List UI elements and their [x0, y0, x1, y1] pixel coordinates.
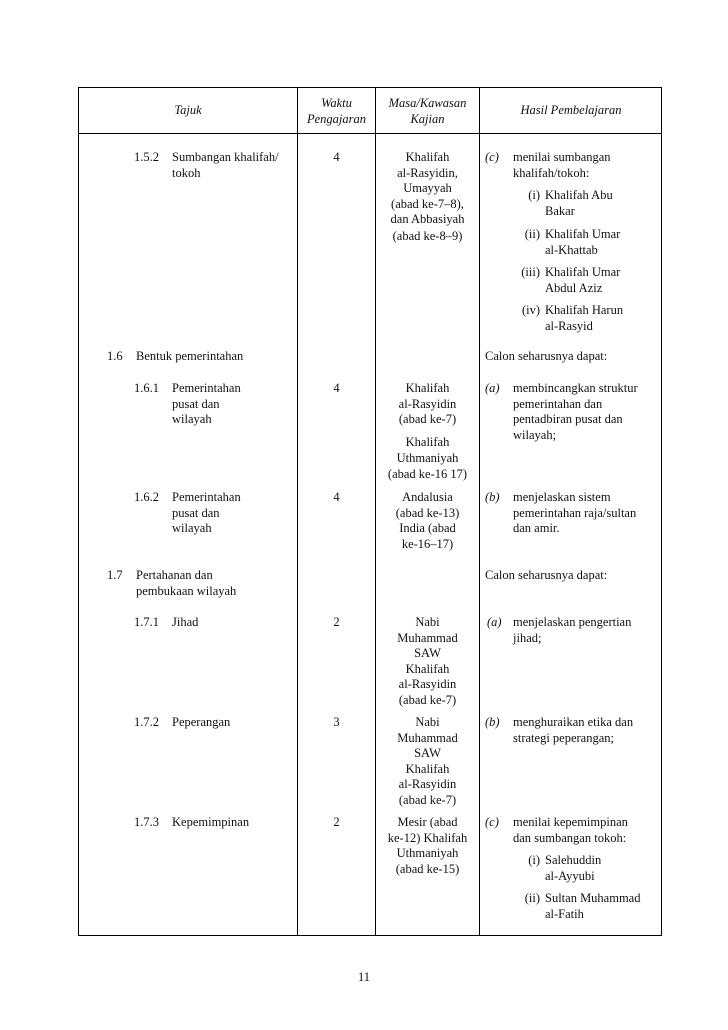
- row-1-6-2-title: Pemerintahan: [172, 490, 241, 504]
- header-divider: [78, 133, 662, 134]
- sub-item-marker: (ii): [524, 891, 540, 905]
- row-1-7-1-title: Jihad: [172, 615, 199, 629]
- row-1-6-1-hasil: pentadbiran pusat dan: [513, 412, 623, 426]
- row-1-7-1-hasil: menjelaskan pengertian: [513, 615, 632, 629]
- row-1-6-2-hasil: dan amir.: [513, 521, 560, 535]
- sub-item-marker: (iv): [521, 303, 540, 317]
- sub-item-marker: (i): [528, 853, 540, 867]
- sub-item-marker: (ii): [524, 227, 540, 241]
- row-1-7-2-masa: al-Rasyidin: [398, 777, 457, 791]
- column-divider-1: [297, 87, 298, 936]
- row-1-5-2-hasil-line1: menilai sumbangan: [513, 150, 611, 164]
- sub-item-line2: Abdul Aziz: [545, 281, 603, 295]
- row-1-7-2-hasil: strategi peperangan;: [513, 731, 614, 745]
- row-1-6-1-hasil: pemerintahan dan: [513, 397, 603, 411]
- row-1-6-1-masa: Uthmaniyah: [396, 451, 459, 465]
- row-1-6-1-title: wilayah: [172, 412, 212, 426]
- row-1-6-2-number: 1.6.2: [134, 490, 159, 504]
- row-1-6-2-hasil: menjelaskan sistem: [513, 490, 611, 504]
- row-1-5-2-mark: (c): [485, 150, 499, 164]
- row-1-5-2-number: 1.5.2: [134, 150, 159, 164]
- row-1-7-1-waktu: 2: [333, 615, 340, 629]
- row-1-6-1-masa: Khalifah: [405, 435, 450, 449]
- row-1-6-1-title: Pemerintahan: [172, 381, 241, 395]
- row-1-7-2-masa: (abad ke-7): [398, 793, 457, 807]
- section-1-7-title-line1: Pertahanan dan: [136, 568, 213, 582]
- row-1-7-3-title: Kepemimpinan: [172, 815, 250, 829]
- section-1-7-calon: Calon seharusnya dapat:: [485, 568, 608, 582]
- sub-item-line2: Bakar: [545, 204, 575, 218]
- row-1-7-2-title: Peperangan: [172, 715, 231, 729]
- sub-item-marker: (i): [528, 188, 540, 202]
- sub-item-line1: Khalifah Umar: [545, 227, 621, 241]
- row-1-7-1-masa: Muhammad: [397, 631, 458, 645]
- sub-item-line2: al-Khattab: [545, 243, 598, 257]
- row-1-7-3-masa: Uthmaniyah: [396, 846, 459, 860]
- row-1-5-2-masa: (abad ke-8–9): [392, 229, 463, 243]
- section-1-6-calon: Calon seharusnya dapat:: [485, 349, 608, 363]
- row-1-6-2-hasil: pemerintahan raja/sultan: [513, 506, 637, 520]
- page-number: 11: [357, 970, 371, 984]
- row-1-7-3-number: 1.7.3: [134, 815, 159, 829]
- row-1-5-2-masa: dan Abbasiyah: [390, 212, 465, 226]
- row-1-6-1-hasil: wilayah;: [513, 428, 557, 442]
- row-1-5-2-masa: al-Rasyidin,: [397, 166, 458, 180]
- row-1-6-2-waktu: 4: [333, 490, 340, 504]
- sub-item-line1: Sultan Muhammad: [545, 891, 641, 905]
- sub-item-line1: Khalifah Harun: [545, 303, 624, 317]
- header-masa-line2: Kajian: [410, 112, 445, 126]
- sub-item-line2: al-Rasyid: [545, 319, 593, 333]
- row-1-6-1-title: pusat dan: [172, 397, 220, 411]
- row-1-5-2-hasil-line2: khalifah/tokoh:: [513, 166, 590, 180]
- header-waktu-line2: Pengajaran: [306, 112, 367, 126]
- row-1-7-3-masa: ke-12) Khalifah: [387, 831, 468, 845]
- row-1-6-1-number: 1.6.1: [134, 381, 159, 395]
- row-1-5-2-masa: Khalifah: [405, 150, 450, 164]
- sub-item-line2: al-Ayyubi: [545, 869, 595, 883]
- row-1-7-2-masa: Muhammad: [397, 731, 458, 745]
- row-1-7-3-hasil: dan sumbangan tokoh:: [513, 831, 627, 845]
- row-1-6-1-masa: (abad ke-16 17): [387, 467, 468, 481]
- row-1-7-2-hasil: menghuraikan etika dan: [513, 715, 634, 729]
- row-1-5-2-title-line2: tokoh: [172, 166, 201, 180]
- row-1-6-2-masa: (abad ke-13): [395, 506, 460, 520]
- row-1-6-2-mark: (b): [485, 490, 500, 504]
- row-1-6-2-masa: ke-16–17): [401, 537, 454, 551]
- row-1-7-1-masa: Nabi: [415, 615, 440, 629]
- row-1-6-1-hasil: membincangkan struktur: [513, 381, 638, 395]
- row-1-7-2-masa: SAW: [414, 746, 441, 760]
- row-1-6-1-masa: (abad ke-7): [398, 412, 457, 426]
- row-1-6-2-title: wilayah: [172, 521, 212, 535]
- header-tajuk: Tajuk: [174, 103, 202, 117]
- row-1-7-2-masa: Nabi: [415, 715, 440, 729]
- section-1-6-number: 1.6: [107, 349, 123, 363]
- row-1-7-3-masa: Mesir (abad: [397, 815, 458, 829]
- row-1-6-1-waktu: 4: [333, 381, 340, 395]
- row-1-7-2-mark: (b): [485, 715, 500, 729]
- row-1-5-2-masa: (abad ke-7–8),: [391, 197, 464, 211]
- header-masa-line1: Masa/Kawasan: [388, 96, 467, 110]
- section-1-6-title: Bentuk pemerintahan: [136, 349, 244, 363]
- row-1-7-2-waktu: 3: [333, 715, 340, 729]
- header-hasil: Hasil Pembelajaran: [520, 103, 622, 117]
- row-1-7-1-number: 1.7.1: [134, 615, 159, 629]
- row-1-5-2-title-line1: Sumbangan khalifah/: [172, 150, 279, 164]
- row-1-7-1-hasil: jihad;: [513, 631, 542, 645]
- section-1-7-title-line2: pembukaan wilayah: [136, 584, 237, 598]
- row-1-7-1-masa: al-Rasyidin: [398, 677, 457, 691]
- row-1-6-1-mark: (a): [485, 381, 500, 395]
- sub-item-line1: Khalifah Umar: [545, 265, 621, 279]
- row-1-6-1-masa: al-Rasyidin: [398, 397, 457, 411]
- row-1-6-2-masa: Andalusia: [402, 490, 453, 504]
- row-1-7-1-masa: (abad ke-7): [398, 693, 457, 707]
- row-1-7-1-mark: (a): [487, 615, 502, 629]
- row-1-7-3-masa: (abad ke-15): [395, 862, 460, 876]
- row-1-7-1-masa: SAW: [414, 646, 441, 660]
- sub-item-line1: Khalifah Abu: [545, 188, 613, 202]
- row-1-7-2-masa: Khalifah: [405, 762, 450, 776]
- column-divider-3: [479, 87, 480, 936]
- row-1-7-2-number: 1.7.2: [134, 715, 159, 729]
- sub-item-line2: al-Fatih: [545, 907, 584, 921]
- row-1-6-2-masa: India (abad: [399, 521, 456, 535]
- row-1-6-2-title: pusat dan: [172, 506, 220, 520]
- row-1-7-3-waktu: 2: [333, 815, 340, 829]
- row-1-5-2-masa: Umayyah: [403, 181, 452, 195]
- row-1-6-1-masa: Khalifah: [405, 381, 450, 395]
- row-1-7-3-hasil: menilai kepemimpinan: [513, 815, 628, 829]
- header-waktu-line1: Waktu: [321, 96, 352, 110]
- row-1-5-2-waktu: 4: [333, 150, 340, 164]
- section-1-7-number: 1.7: [107, 568, 123, 582]
- row-1-7-1-masa: Khalifah: [405, 662, 450, 676]
- row-1-7-3-mark: (c): [485, 815, 499, 829]
- sub-item-line1: Salehuddin: [545, 853, 602, 867]
- sub-item-marker: (iii): [521, 265, 540, 279]
